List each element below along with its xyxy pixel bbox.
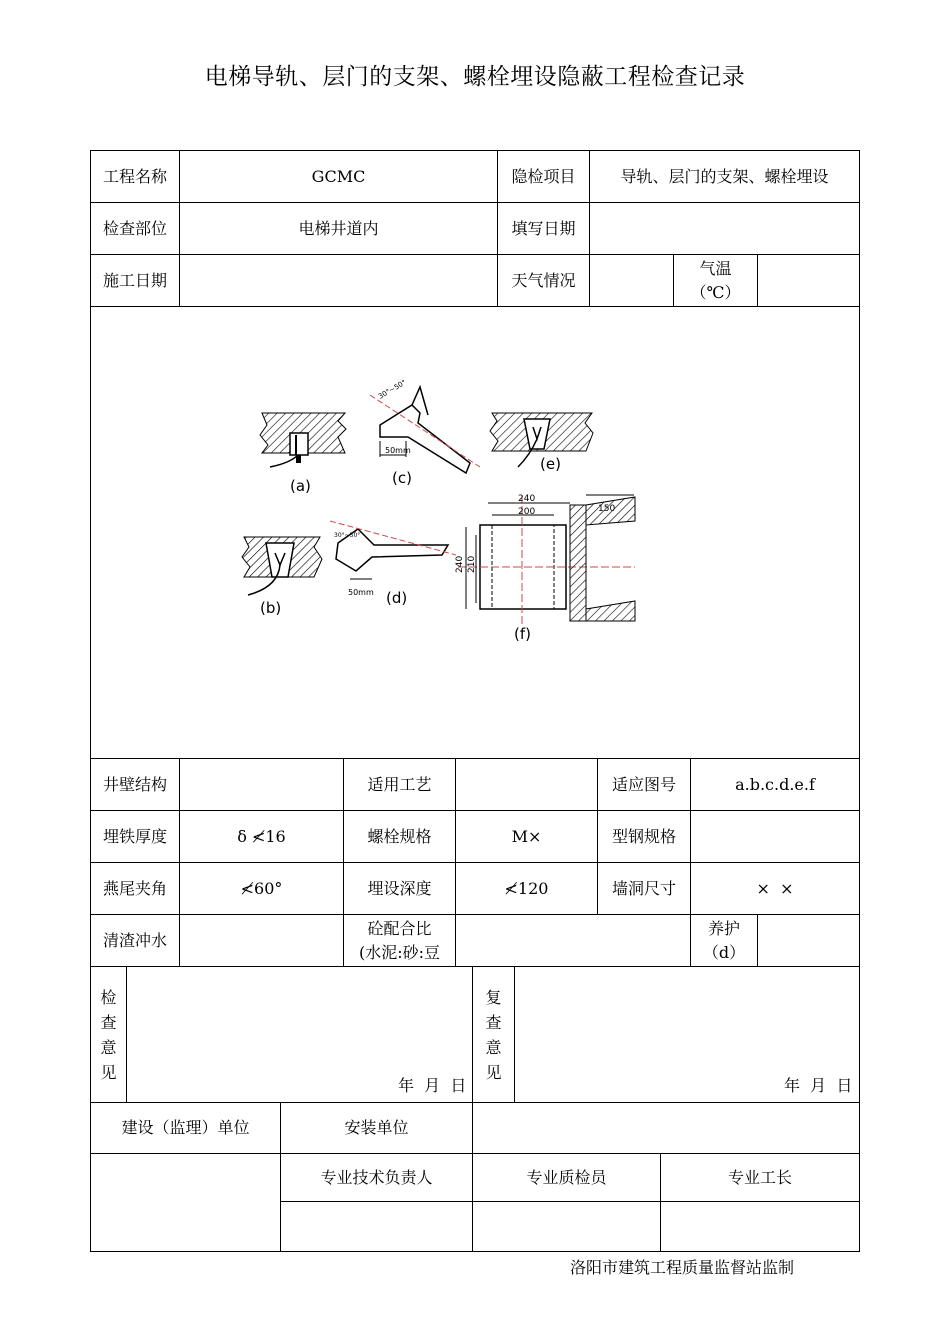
cleaning-label: 清渣冲水 [102, 930, 167, 950]
check-opinion-char: 意 [100, 1038, 117, 1057]
dovetail-angle-label: 燕尾夹角 [102, 878, 167, 898]
recheck-opinion-date: 年 月 日 [784, 1076, 853, 1095]
figure-c-label: (c) [392, 469, 412, 487]
steel-spec-label: 型钢规格 [611, 826, 676, 846]
temperature-label-line2: （℃） [690, 282, 741, 302]
temperature-value [758, 255, 859, 306]
fill-date-value [590, 203, 859, 254]
dovetail-angle-value: ≮60° [240, 878, 283, 898]
project-name-value: GCMC [311, 166, 366, 186]
figure-c-dim: 50mm [385, 446, 411, 455]
installation-diagram [230, 375, 650, 650]
figure-f-dim-240-side: 240 [455, 555, 465, 573]
embed-depth-value: ≮120 [504, 878, 549, 898]
figure-c-angle: 30°~50° [377, 378, 408, 401]
wall-structure-label: 井壁结构 [102, 774, 167, 794]
figure-c [370, 378, 480, 487]
mix-ratio-label-line2: (水泥:砂:豆 [358, 942, 441, 962]
cleaning-value [180, 915, 343, 966]
figure-f-label: (f) [514, 625, 531, 643]
process-value [456, 759, 597, 810]
figure-d-label: (d) [386, 589, 408, 607]
inspection-item-value: 导轨、层门的支架、螺栓埋设 [620, 166, 829, 186]
figure-f-dim-150: 150 [598, 504, 616, 514]
recheck-opinion-char: 见 [485, 1063, 502, 1082]
inspect-location-value: 电梯井道内 [298, 218, 379, 238]
figure-f-dim-200: 200 [518, 507, 536, 517]
tech-lead-label: 专业技术负责人 [320, 1167, 433, 1187]
curing-label-line1: 养护 [707, 918, 740, 938]
check-opinion-char: 检 [100, 988, 117, 1007]
bolt-spec-value: M× [511, 826, 542, 846]
check-opinion-char: 见 [100, 1063, 117, 1082]
curing-value [758, 915, 859, 966]
mix-ratio-label-line1: 砼配合比 [367, 918, 432, 938]
construction-date-label: 施工日期 [102, 270, 167, 290]
quality-inspector-label: 专业质检员 [526, 1167, 607, 1187]
process-label: 适用工艺 [367, 774, 432, 794]
project-name-label: 工程名称 [102, 166, 167, 186]
install-unit-value [473, 1103, 859, 1153]
wall-hole-value: × × [756, 878, 794, 898]
embed-thickness-label: 埋铁厚度 [102, 826, 167, 846]
install-unit-label: 安装单位 [344, 1118, 409, 1137]
construction-unit-label: 建设（监理）单位 [121, 1118, 250, 1137]
figure-d-angle: 30°~50° [334, 532, 361, 539]
curing-label [691, 915, 757, 966]
check-opinion-date: 年 月 日 [398, 1076, 467, 1095]
inspection-item-label: 隐检项目 [511, 166, 576, 186]
embed-depth-label: 埋设深度 [367, 878, 432, 898]
temperature-label [674, 255, 757, 306]
curing-label-line2: （d） [702, 942, 746, 962]
figure-e [490, 413, 593, 473]
embed-thickness-value: δ ≮16 [237, 826, 286, 846]
foreman-label: 专业工长 [727, 1167, 792, 1187]
figure-a-label: (a) [290, 477, 311, 495]
wall-structure-value [180, 759, 343, 810]
check-opinion-label [91, 967, 126, 1102]
bolt-spec-label: 螺栓规格 [367, 826, 432, 846]
recheck-opinion-char: 意 [485, 1038, 502, 1057]
figure-no-value: a.b.c.d.e.f [735, 774, 815, 794]
steel-spec-value [691, 811, 859, 862]
figure-f [455, 494, 635, 643]
document-title: 电梯导轨、层门的支架、螺栓埋设隐蔽工程检查记录 [204, 64, 746, 90]
check-opinion-char: 查 [100, 1013, 117, 1032]
figure-no-label: 适应图号 [611, 774, 676, 794]
figure-f-dim-210: 210 [467, 555, 477, 573]
temperature-label-line1: 气温 [699, 258, 732, 278]
figure-b [242, 537, 322, 617]
recheck-opinion-char: 复 [485, 988, 502, 1007]
weather-value [590, 255, 673, 306]
figure-d [330, 521, 456, 607]
wall-hole-label: 墙洞尺寸 [611, 878, 676, 898]
footer-issuer: 洛阳市建筑工程质量监督站监制 [570, 1258, 795, 1277]
figure-b-label: (b) [260, 599, 282, 617]
figure-f-dim-240-top: 240 [518, 494, 536, 504]
mix-ratio-label [344, 915, 455, 966]
recheck-opinion-char: 查 [485, 1013, 502, 1032]
construction-date-value [180, 255, 497, 306]
figure-e-label: (e) [540, 455, 561, 473]
figure-d-dim: 50mm [348, 588, 374, 597]
figure-a [260, 413, 346, 495]
recheck-opinion-label [473, 967, 514, 1102]
fill-date-label: 填写日期 [511, 218, 576, 238]
weather-label: 天气情况 [511, 270, 576, 290]
inspect-location-label: 检查部位 [102, 218, 167, 238]
mix-ratio-value [456, 915, 690, 966]
